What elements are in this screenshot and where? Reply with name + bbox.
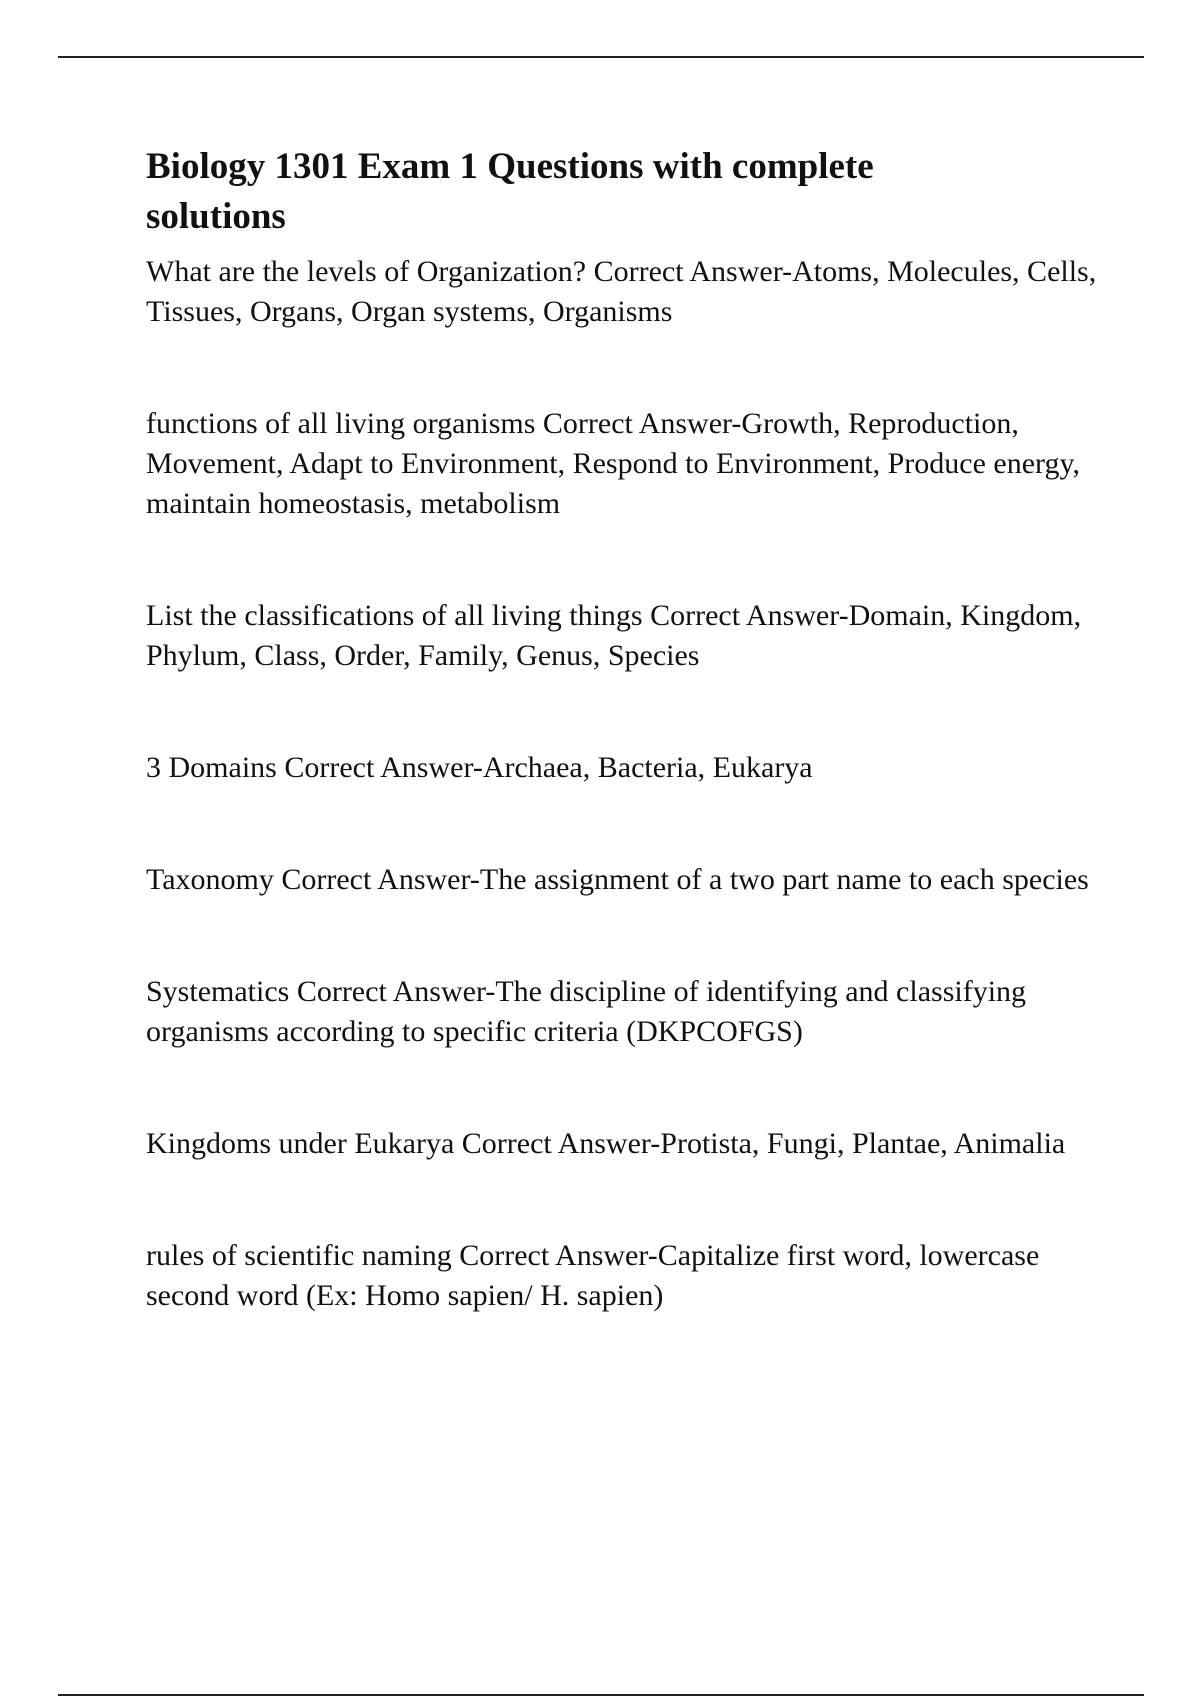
document-body <box>146 142 1106 1316</box>
qa-item: 3 Domains Correct Answer-Archaea, Bacteria, Eukarya <box>146 751 813 784</box>
header-rule <box>58 56 1144 58</box>
qa-item: Systematics Correct Answer-The discipline of identifying and classifying organisms according to specific criteria (DKPCOFGS) <box>146 975 1027 1048</box>
footer-rule <box>58 1694 1144 1696</box>
qa-item: functions of all living organisms Correct Answer-Growth, Reproduction, Movement, Adapt to Environment, Respond to Environment, Produce energy, maintain homeostasis, metabolism <box>146 407 1081 520</box>
qa-item: List the classifications of all living things Correct Answer-Domain, Kingdom, Phylum, Class, Order, Family, Genus, Species <box>146 599 1082 672</box>
document-title: Biology 1301 Exam 1 Questions with complete solutions <box>146 146 874 237</box>
qa-item: rules of scientific naming Correct Answer-Capitalize first word, lowercase second word (Ex: Homo sapien/ H. sapien) <box>146 1239 1040 1312</box>
qa-list <box>146 252 1106 1316</box>
qa-item: Taxonomy Correct Answer-The assignment of a two part name to each species <box>146 863 1089 896</box>
qa-item: What are the levels of Organization? Correct Answer-Atoms, Molecules, Cells, Tissues, Organs, Organ systems, Organisms <box>146 255 1097 328</box>
qa-item: Kingdoms under Eukarya Correct Answer-Protista, Fungi, Plantae, Animalia <box>146 1127 1066 1160</box>
